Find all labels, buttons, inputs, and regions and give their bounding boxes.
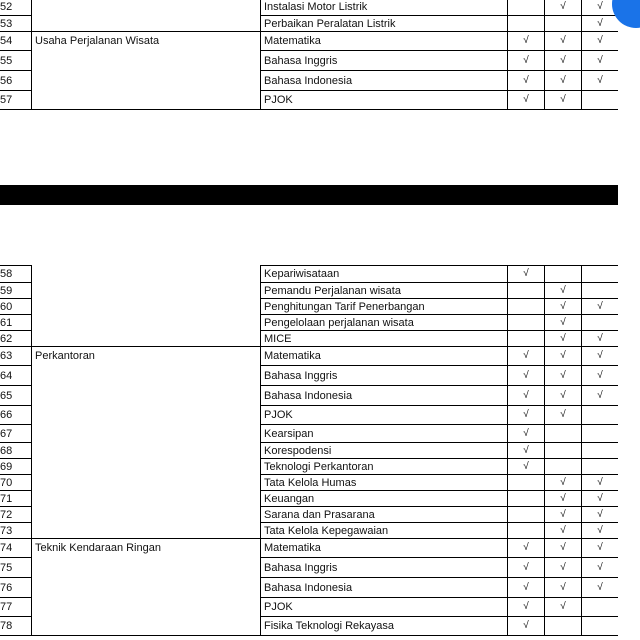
row-number: 70: [0, 475, 32, 491]
subject-name-cell: Bahasa Inggris: [261, 558, 508, 578]
check-cell-2: √: [545, 283, 582, 299]
program-name-cell: [32, 331, 261, 347]
check-cell-3: [582, 617, 619, 636]
row-number: 76: [0, 578, 32, 598]
subject-name-cell: Kearsipan: [261, 425, 508, 443]
subject-name-cell: Bahasa Inggris: [261, 51, 508, 71]
check-cell-1: [508, 523, 545, 539]
check-cell-1: √: [508, 598, 545, 617]
row-number: 73: [0, 523, 32, 539]
program-name-cell: [32, 578, 261, 598]
subject-name-cell: Matematika: [261, 32, 508, 51]
row-number: 63: [0, 347, 32, 366]
check-cell-1: √: [508, 266, 545, 283]
check-cell-2: √: [545, 32, 582, 51]
subject-table-top: [0, 0, 619, 110]
row-number: 60: [0, 299, 32, 315]
check-cell-3: [582, 266, 619, 283]
subject-name-cell: Pengelolaan perjalanan wisata: [261, 315, 508, 331]
check-cell-1: [508, 507, 545, 523]
check-cell-3: [582, 283, 619, 299]
check-cell-1: √: [508, 347, 545, 366]
row-number: 64: [0, 366, 32, 386]
check-cell-3: [582, 425, 619, 443]
check-cell-1: √: [508, 366, 545, 386]
table-row: [0, 91, 619, 110]
check-cell-3: √: [582, 507, 619, 523]
program-name-cell: [32, 51, 261, 71]
subject-name-cell: Sarana dan Prasarana: [261, 507, 508, 523]
subject-name-cell: Keuangan: [261, 491, 508, 507]
program-name-cell: [32, 558, 261, 578]
program-name-cell: [32, 617, 261, 636]
check-cell-2: √: [545, 406, 582, 425]
check-cell-2: √: [545, 315, 582, 331]
subject-table-bottom: [0, 265, 619, 636]
check-cell-2: √: [545, 331, 582, 347]
row-number: 77: [0, 598, 32, 617]
check-cell-3: [582, 598, 619, 617]
check-cell-2: √: [545, 347, 582, 366]
row-number: 57: [0, 91, 32, 110]
subject-name-cell: Instalasi Motor Listrik: [261, 0, 508, 16]
check-cell-3: √: [582, 558, 619, 578]
program-name-cell: [32, 425, 261, 443]
table-row: [0, 507, 619, 523]
check-cell-1: √: [508, 71, 545, 91]
table-row: [0, 51, 619, 71]
table-row: [0, 347, 619, 366]
table-row: [0, 475, 619, 491]
check-cell-1: √: [508, 32, 545, 51]
check-cell-1: √: [508, 386, 545, 406]
table-row: [0, 71, 619, 91]
program-name-cell: [32, 91, 261, 110]
check-cell-1: [508, 0, 545, 16]
check-cell-2: √: [545, 386, 582, 406]
subject-name-cell: Pemandu Perjalanan wisata: [261, 283, 508, 299]
table-row: [0, 459, 619, 475]
subject-name-cell: Korespodensi: [261, 443, 508, 459]
row-number: 65: [0, 386, 32, 406]
subject-name-cell: Bahasa Indonesia: [261, 71, 508, 91]
check-cell-3: √: [582, 491, 619, 507]
check-cell-3: √: [582, 366, 619, 386]
row-number: 62: [0, 331, 32, 347]
check-cell-2: [545, 443, 582, 459]
row-number: 61: [0, 315, 32, 331]
program-name-cell: [32, 299, 261, 315]
check-cell-1: √: [508, 425, 545, 443]
check-cell-2: √: [545, 0, 582, 16]
table-row: [0, 366, 619, 386]
table-row: [0, 578, 619, 598]
check-cell-1: √: [508, 443, 545, 459]
check-cell-2: [545, 425, 582, 443]
subject-name-cell: PJOK: [261, 91, 508, 110]
check-cell-1: [508, 16, 545, 32]
check-cell-3: √: [582, 71, 619, 91]
row-number: 56: [0, 71, 32, 91]
check-cell-3: [582, 91, 619, 110]
program-name-cell: [32, 507, 261, 523]
row-number: 67: [0, 425, 32, 443]
table-row: [0, 617, 619, 636]
check-cell-2: √: [545, 71, 582, 91]
row-number: 55: [0, 51, 32, 71]
row-number: 71: [0, 491, 32, 507]
check-cell-3: √: [582, 578, 619, 598]
check-cell-3: [582, 443, 619, 459]
check-cell-1: [508, 475, 545, 491]
check-cell-1: [508, 491, 545, 507]
program-name-cell: [32, 475, 261, 491]
row-number: 53: [0, 16, 32, 32]
program-name-cell: [32, 459, 261, 475]
subject-name-cell: Bahasa Indonesia: [261, 578, 508, 598]
program-name-cell: [32, 491, 261, 507]
program-name-cell: Teknik Kendaraan Ringan: [32, 539, 261, 558]
row-number: 58: [0, 266, 32, 283]
page-break-bar: [0, 185, 640, 205]
table-row: [0, 523, 619, 539]
check-cell-3: √: [582, 0, 619, 16]
program-name-cell: [32, 71, 261, 91]
subject-name-cell: Teknologi Perkantoran: [261, 459, 508, 475]
check-cell-2: √: [545, 299, 582, 315]
check-cell-2: [545, 617, 582, 636]
check-cell-3: √: [582, 347, 619, 366]
table-row: [0, 266, 619, 283]
check-cell-3: [582, 315, 619, 331]
table-row: [0, 32, 619, 51]
program-name-cell: [32, 266, 261, 283]
check-cell-3: √: [582, 16, 619, 32]
check-cell-2: √: [545, 491, 582, 507]
table-row: [0, 16, 619, 32]
row-number: 68: [0, 443, 32, 459]
table-row: [0, 598, 619, 617]
subject-name-cell: Perbaikan Peralatan Listrik: [261, 16, 508, 32]
check-cell-2: √: [545, 578, 582, 598]
check-cell-1: √: [508, 539, 545, 558]
program-name-cell: Usaha Perjalanan Wisata: [32, 32, 261, 51]
table-row: [0, 558, 619, 578]
subject-name-cell: Bahasa Inggris: [261, 366, 508, 386]
table-row: [0, 0, 619, 16]
row-number: 69: [0, 459, 32, 475]
check-cell-1: √: [508, 406, 545, 425]
check-cell-3: √: [582, 32, 619, 51]
check-cell-2: √: [545, 558, 582, 578]
check-cell-2: [545, 266, 582, 283]
check-cell-2: √: [545, 523, 582, 539]
check-cell-1: √: [508, 578, 545, 598]
check-cell-1: √: [508, 91, 545, 110]
check-cell-1: [508, 283, 545, 299]
check-cell-1: √: [508, 51, 545, 71]
table-row: [0, 491, 619, 507]
check-cell-2: √: [545, 91, 582, 110]
program-name-cell: [32, 283, 261, 299]
table-row: [0, 283, 619, 299]
row-number: 66: [0, 406, 32, 425]
check-cell-3: √: [582, 51, 619, 71]
page-margin: [618, 0, 640, 640]
table-row: [0, 386, 619, 406]
subject-name-cell: Matematika: [261, 539, 508, 558]
subject-name-cell: PJOK: [261, 598, 508, 617]
check-cell-3: √: [582, 539, 619, 558]
check-cell-2: √: [545, 366, 582, 386]
table-row: [0, 331, 619, 347]
table-row: [0, 299, 619, 315]
subject-name-cell: Kepariwisataan: [261, 266, 508, 283]
program-name-cell: [32, 386, 261, 406]
check-cell-1: √: [508, 558, 545, 578]
row-number: 74: [0, 539, 32, 558]
check-cell-3: √: [582, 475, 619, 491]
row-number: 72: [0, 507, 32, 523]
check-cell-1: √: [508, 617, 545, 636]
check-cell-3: √: [582, 299, 619, 315]
program-name-cell: [32, 406, 261, 425]
row-number: 52: [0, 0, 32, 16]
check-cell-2: √: [545, 507, 582, 523]
check-cell-3: √: [582, 386, 619, 406]
check-cell-2: √: [545, 598, 582, 617]
check-cell-1: [508, 331, 545, 347]
check-cell-2: √: [545, 51, 582, 71]
program-name-cell: [32, 0, 261, 16]
check-cell-2: √: [545, 475, 582, 491]
program-name-cell: Perkantoran: [32, 347, 261, 366]
check-cell-2: √: [545, 539, 582, 558]
check-cell-2: [545, 16, 582, 32]
check-cell-3: √: [582, 331, 619, 347]
program-name-cell: [32, 366, 261, 386]
table-row: [0, 539, 619, 558]
check-cell-1: [508, 315, 545, 331]
check-cell-3: [582, 406, 619, 425]
program-name-cell: [32, 598, 261, 617]
subject-name-cell: Tata Kelola Humas: [261, 475, 508, 491]
check-cell-3: √: [582, 523, 619, 539]
program-name-cell: [32, 16, 261, 32]
row-number: 54: [0, 32, 32, 51]
subject-name-cell: PJOK: [261, 406, 508, 425]
check-cell-3: [582, 459, 619, 475]
check-cell-1: √: [508, 459, 545, 475]
subject-name-cell: Bahasa Indonesia: [261, 386, 508, 406]
row-number: 59: [0, 283, 32, 299]
subject-name-cell: Tata Kelola Kepegawaian: [261, 523, 508, 539]
check-cell-2: [545, 459, 582, 475]
table-row: [0, 425, 619, 443]
program-name-cell: [32, 523, 261, 539]
program-name-cell: [32, 443, 261, 459]
table-row: [0, 315, 619, 331]
program-name-cell: [32, 315, 261, 331]
table-row: [0, 406, 619, 425]
subject-name-cell: Fisika Teknologi Rekayasa: [261, 617, 508, 636]
check-cell-1: [508, 299, 545, 315]
subject-name-cell: MICE: [261, 331, 508, 347]
row-number: 78: [0, 617, 32, 636]
table-row: [0, 443, 619, 459]
subject-name-cell: Penghitungan Tarif Penerbangan: [261, 299, 508, 315]
row-number: 75: [0, 558, 32, 578]
subject-name-cell: Matematika: [261, 347, 508, 366]
